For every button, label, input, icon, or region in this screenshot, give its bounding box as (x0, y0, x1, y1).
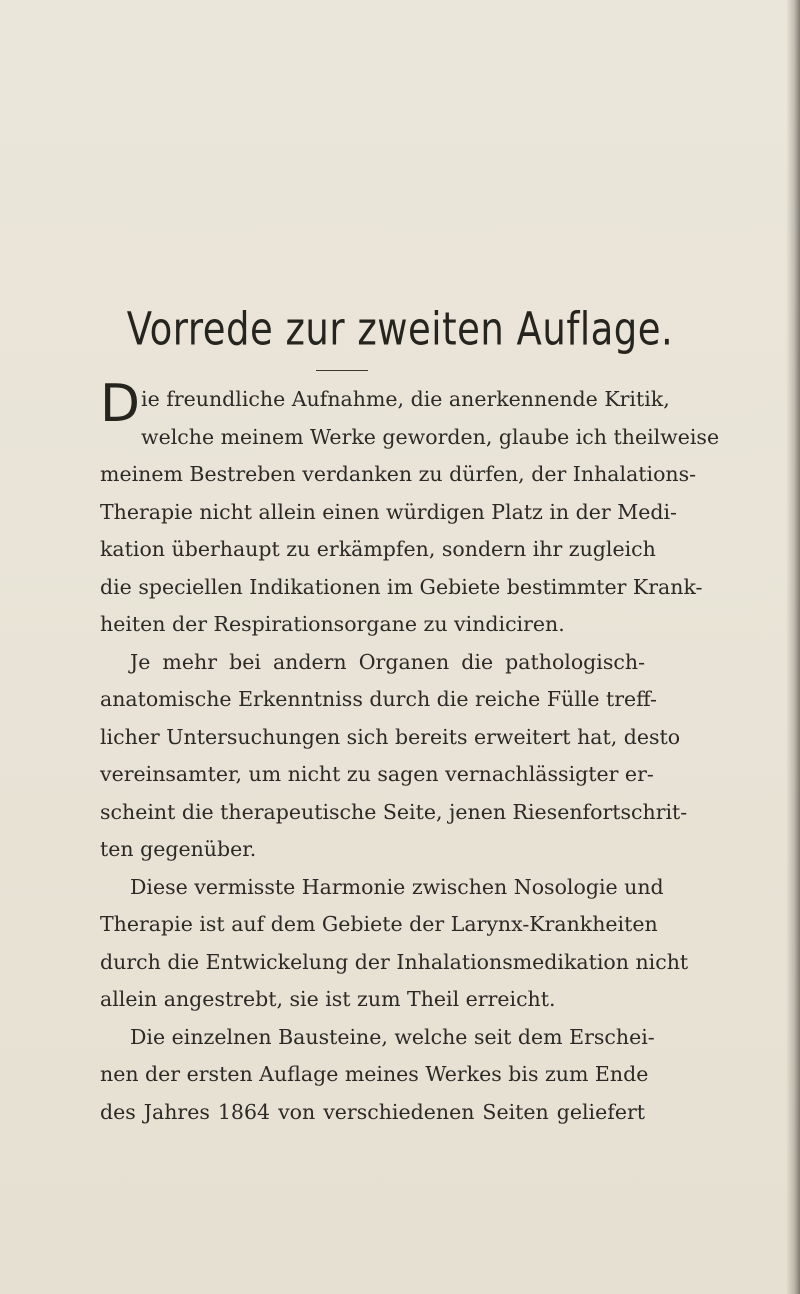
preface-body (100, 374, 720, 1131)
text-line: ie freundliche Aufnahme, die anerkennende Kritik, (141, 387, 670, 411)
text-line: allein angestrebt, sie ist zum Theil erreicht. (100, 987, 556, 1011)
text-line: welche meinem Werke geworden, glaube ich theilweise (141, 424, 720, 449)
page-edge-shadow (786, 0, 800, 1294)
page-title: Vorrede zur zweiten Auflage. (126, 302, 674, 356)
text-line: licher Untersuchungen sich bereits erweitert hat, desto (100, 724, 681, 749)
text-line: durch die Entwickelung der Inhalationsmedikation nicht (100, 949, 689, 974)
text-line: anatomische Erkenntniss durch die reiche Fülle treff- (100, 687, 657, 711)
text-line: des Jahres 1864 von verschiedenen Seiten geliefert (100, 1099, 645, 1124)
text-line: die speciellen Indikationen im Gebiete bestimmter Krank- (100, 574, 703, 599)
text-line: meinem Bestreben verdanken zu dürfen, der Inhalations- (100, 462, 697, 486)
title-divider (316, 370, 368, 371)
text-line: kation überhaupt zu erkämpfen, sondern ihr zugleich (100, 537, 656, 561)
text-line: Therapie ist auf dem Gebiete der Larynx-Krankheiten (100, 912, 658, 936)
text-line: Die einzelnen Bausteine, welche seit dem Erschei- (130, 1024, 655, 1049)
text-line: Diese vermisste Harmonie zwischen Nosologie und (130, 874, 664, 899)
text-line: nen der ersten Auflage meines Werkes bis zum Ende (100, 1062, 649, 1086)
text-line: Je mehr bei andern Organen die pathologisch- (130, 649, 645, 674)
text-line: ten gegenüber. (100, 837, 257, 861)
text-line: heiten der Respirationsorgane zu vindiciren. (100, 612, 565, 636)
text-line: Therapie nicht allein einen würdigen Platz in der Medi- (100, 499, 677, 524)
text-line: scheint die therapeutische Seite, jenen Riesenfortschrit- (100, 799, 688, 824)
text-line: vereinsamter, um nicht zu sagen vernachlässigter er- (100, 762, 654, 786)
drop-cap-initial: D (100, 374, 141, 434)
